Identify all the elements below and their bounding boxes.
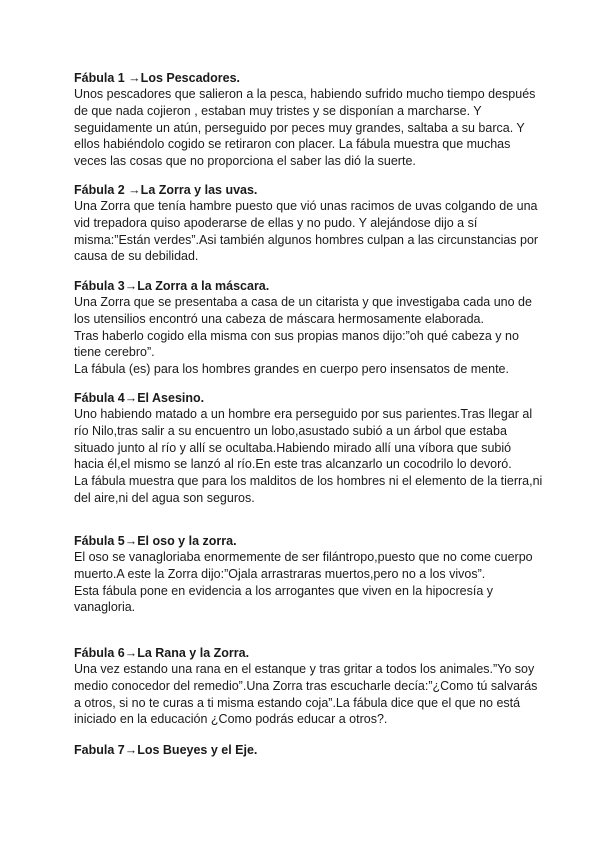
fable-5 bbox=[74, 533, 534, 616]
fable-line: río Nilo,tras salir a su encuentro un lobo,asustado subió a un árbol que estaba bbox=[74, 423, 507, 438]
fable-line: ellos habiéndolo cogido se retiraron con placer. La fábula muestra que muchas bbox=[74, 137, 511, 152]
fable-line: La fábula (es) para los hombres grandes en cuerpo pero insensatos de mente. bbox=[74, 362, 509, 377]
fable-line: muerto.A este la Zorra dijo:”Ojala arrastraras muertos,pero no a los vivos”. bbox=[74, 566, 486, 581]
fable-line: Esta fábula pone en evidencia a los arrogantes que viven en la hipocresía y bbox=[74, 583, 494, 598]
fable-title: Fábula 2 →La Zorra y las uvas. bbox=[74, 183, 258, 197]
fable-line: situado junto al río y allí se ocultaba.Habiendo mirado allí una víbora que subió bbox=[74, 440, 512, 455]
fable-title: Fábula 4→El Asesino. bbox=[74, 391, 205, 405]
fable-7 bbox=[74, 742, 534, 758]
fable-2 bbox=[74, 182, 539, 265]
fable-line: iniciado en la educación ¿Como podrás educar a otros?. bbox=[74, 712, 388, 727]
fable-line: Uno habiendo matado a un hombre era perseguido por sus parientes.Tras llegar al bbox=[74, 407, 533, 421]
fable-line: los utensilios encontró una cabeza de máscara hermosamente elaborada. bbox=[74, 311, 484, 326]
fable-3 bbox=[74, 278, 534, 378]
fable-line: del aire,ni del agua son seguros. bbox=[74, 490, 255, 505]
fable-line: medio conocedor del remedio”.Una Zorra tras escucharle decía:”¿Como tú salvarás bbox=[74, 678, 538, 693]
fable-line: vanagloria. bbox=[74, 600, 136, 615]
fable-line: seguidamente un atún, perseguido por peces muy grandes, saltaba a su barca. Y bbox=[74, 120, 525, 135]
fable-line: Una vez estando una rana en el estanque y tras gritar a todos los animales.”Yo soy bbox=[74, 662, 535, 676]
fable-line: Tras haberlo cogido ella misma con sus propias manos dijo:”oh qué cabeza y no bbox=[74, 328, 519, 343]
fable-line: a otros, si no te curas a ti misma estando coja”.La fábula dice que el que no está bbox=[74, 695, 521, 710]
fable-4 bbox=[74, 390, 543, 507]
fable-line: causa de su debilidad. bbox=[74, 249, 199, 264]
fable-title: Fábula 6→La Rana y la Zorra. bbox=[74, 646, 250, 660]
fable-line: hacia él,el mismo se lanzó al río.En este tras alcanzarlo un cocodrilo lo devoró. bbox=[74, 457, 512, 472]
fable-line: tiene cerebro”. bbox=[74, 345, 155, 360]
fable-line: de que nada cojieron , estaban muy tristes y se disponían a marcharse. Y bbox=[74, 103, 482, 118]
fable-line: Unos pescadores que salieron a la pesca, habiendo sufrido mucho tiempo después bbox=[74, 87, 536, 101]
fable-title: Fábula 3→La Zorra a la máscara. bbox=[74, 279, 270, 293]
fable-line: El oso se vanagloriaba enormemente de ser filántropo,puesto que no come cuerpo bbox=[74, 550, 533, 564]
fable-6 bbox=[74, 645, 538, 728]
fable-line: misma:”Están verdes”.Asi también algunos hombres culpan a las circunstancias por bbox=[74, 232, 539, 247]
fable-line: veces las cosas que no proporciona el saber las dió la suerte. bbox=[74, 154, 416, 169]
fable-line: Una Zorra que se presentaba a casa de un citarista y que investigaba cada uno de bbox=[74, 295, 532, 309]
fable-title: Fábula 1 →Los Pescadores. bbox=[74, 71, 241, 85]
fable-title: Fábula 5→El oso y la zorra. bbox=[74, 534, 237, 548]
fable-line: La fábula muestra que para los malditos de los hombres ni el elemento de la tierra,ni bbox=[74, 474, 543, 489]
fable-1 bbox=[74, 70, 534, 170]
fable-line: Una Zorra que tenía hambre puesto que vió unas racimos de uvas colgando de una bbox=[74, 199, 538, 213]
fable-title: Fabula 7→Los Bueyes y el Eje. bbox=[74, 743, 258, 757]
fable-line: vid trepadora quiso apoderarse de ellas y no pudo. Y alejándose dijo a sí bbox=[74, 215, 478, 230]
